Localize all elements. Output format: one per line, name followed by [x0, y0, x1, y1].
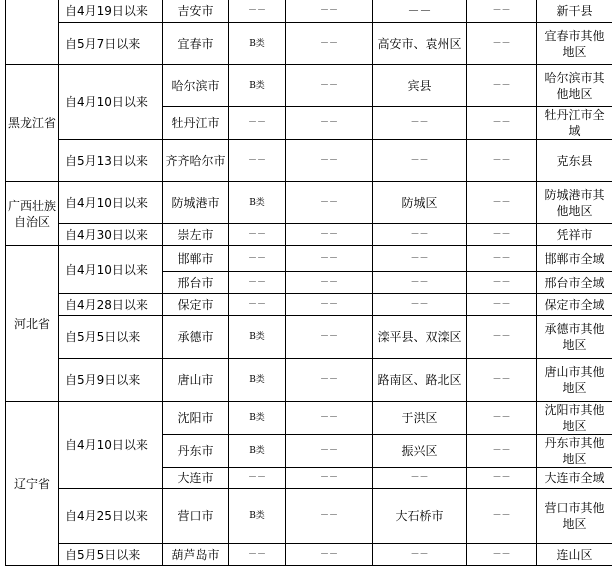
quarantine-region-table [5, 0, 612, 566]
class-cell: B类 [229, 402, 286, 435]
period-cell: 自5月5日以来 [59, 316, 163, 359]
data-cell: －－ [467, 246, 537, 272]
scope-cell: 牡丹江市全域 [537, 107, 612, 140]
data-cell: －－ [286, 65, 373, 107]
district-cell: －－ [373, 107, 467, 140]
scope-cell: 承德市其他地区 [537, 316, 612, 359]
table-row [6, 140, 612, 182]
district-cell: －－ [373, 0, 467, 23]
district-cell: 大石桥市 [373, 489, 467, 544]
district-cell: －－ [373, 544, 467, 566]
period-cell: 自4月10日以来 [59, 65, 163, 140]
scope-cell: 邯郸市全域 [537, 246, 612, 272]
data-cell: －－ [467, 65, 537, 107]
data-cell: －－ [286, 402, 373, 435]
table-body [6, 0, 612, 566]
data-cell: －－ [467, 0, 537, 23]
scope-cell: 防城港市其他地区 [537, 182, 612, 224]
class-cell: B类 [229, 435, 286, 468]
district-cell: 宾县 [373, 65, 467, 107]
city-cell: 宜春市 [163, 23, 229, 65]
table-row [6, 316, 612, 359]
period-cell: 自4月25日以来 [59, 489, 163, 544]
data-cell: －－ [286, 468, 373, 489]
district-cell: 于洪区 [373, 402, 467, 435]
province-cell: 广西壮族自治区 [6, 182, 59, 246]
data-cell: －－ [467, 468, 537, 489]
table-row [6, 294, 612, 316]
scope-cell: 新干县 [537, 0, 612, 23]
data-cell: －－ [467, 402, 537, 435]
data-cell: －－ [467, 272, 537, 294]
period-cell: 自5月7日以来 [59, 23, 163, 65]
data-cell: －－ [286, 294, 373, 316]
class-cell: －－ [229, 294, 286, 316]
district-cell: 振兴区 [373, 435, 467, 468]
period-cell: 自5月5日以来 [59, 544, 163, 566]
city-cell: 邯郸市 [163, 246, 229, 272]
city-cell: 沈阳市 [163, 402, 229, 435]
class-cell: －－ [229, 272, 286, 294]
district-cell: －－ [373, 468, 467, 489]
city-cell: 牡丹江市 [163, 107, 229, 140]
period-cell: 自4月10日以来 [59, 402, 163, 489]
district-cell: －－ [373, 246, 467, 272]
city-cell: 承德市 [163, 316, 229, 359]
district-cell: －－ [373, 224, 467, 246]
scope-cell: 克东县 [537, 140, 612, 182]
city-cell: 保定市 [163, 294, 229, 316]
province-cell: 辽宁省 [6, 402, 59, 566]
city-cell: 吉安市 [163, 0, 229, 23]
data-cell: －－ [286, 224, 373, 246]
class-cell: B类 [229, 23, 286, 65]
data-cell: －－ [286, 272, 373, 294]
city-cell: 丹东市 [163, 435, 229, 468]
scope-cell: 邢台市全域 [537, 272, 612, 294]
scope-cell: 保定市全域 [537, 294, 612, 316]
table-row [6, 544, 612, 566]
province-cell: 黑龙江省 [6, 65, 59, 182]
table-row [6, 489, 612, 544]
data-cell: －－ [286, 107, 373, 140]
scope-cell: 宜春市其他地区 [537, 23, 612, 65]
data-cell: －－ [286, 316, 373, 359]
data-cell: －－ [467, 489, 537, 544]
class-cell: B类 [229, 359, 286, 402]
data-cell: －－ [286, 0, 373, 23]
data-cell: －－ [467, 435, 537, 468]
city-cell: 大连市 [163, 468, 229, 489]
period-cell: 自4月30日以来 [59, 224, 163, 246]
scope-cell: 唐山市其他地区 [537, 359, 612, 402]
city-cell: 葫芦岛市 [163, 544, 229, 566]
district-cell: －－ [373, 140, 467, 182]
data-cell: －－ [467, 224, 537, 246]
district-cell: 防城区 [373, 182, 467, 224]
class-cell: B类 [229, 489, 286, 544]
city-cell: 崇左市 [163, 224, 229, 246]
period-cell: 自4月19日以来 [59, 0, 163, 23]
city-cell: 齐齐哈尔市 [163, 140, 229, 182]
period-cell: 自5月9日以来 [59, 359, 163, 402]
data-cell: －－ [286, 140, 373, 182]
city-cell: 营口市 [163, 489, 229, 544]
district-cell: 滦平县、双滦区 [373, 316, 467, 359]
class-cell: －－ [229, 140, 286, 182]
scope-cell: 丹东市其他地区 [537, 435, 612, 468]
table-row [6, 224, 612, 246]
data-cell: －－ [286, 359, 373, 402]
class-cell: －－ [229, 468, 286, 489]
district-cell: －－ [373, 294, 467, 316]
class-cell: －－ [229, 107, 286, 140]
scope-cell: 沈阳市其他地区 [537, 402, 612, 435]
city-cell: 邢台市 [163, 272, 229, 294]
period-cell: 自4月10日以来 [59, 246, 163, 294]
city-cell: 唐山市 [163, 359, 229, 402]
scope-cell: 哈尔滨市其他地区 [537, 65, 612, 107]
city-cell: 哈尔滨市 [163, 65, 229, 107]
period-cell: 自4月28日以来 [59, 294, 163, 316]
district-cell: 路南区、路北区 [373, 359, 467, 402]
period-cell: 自4月10日以来 [59, 182, 163, 224]
province-cell [6, 0, 59, 65]
data-cell: －－ [286, 435, 373, 468]
class-cell: －－ [229, 0, 286, 23]
data-cell: －－ [467, 359, 537, 402]
data-cell: －－ [286, 489, 373, 544]
class-cell: －－ [229, 544, 286, 566]
class-cell: B类 [229, 65, 286, 107]
city-cell: 防城港市 [163, 182, 229, 224]
table-row [6, 0, 612, 23]
table-row [6, 359, 612, 402]
province-cell: 河北省 [6, 246, 59, 402]
data-cell: －－ [467, 23, 537, 65]
data-cell: －－ [467, 294, 537, 316]
data-cell: －－ [286, 544, 373, 566]
table-row [6, 246, 612, 272]
district-cell: －－ [373, 272, 467, 294]
scope-cell: 大连市全域 [537, 468, 612, 489]
data-cell: －－ [286, 246, 373, 272]
class-cell: －－ [229, 224, 286, 246]
data-cell: －－ [286, 182, 373, 224]
data-cell: －－ [467, 140, 537, 182]
class-cell: B类 [229, 316, 286, 359]
table-row [6, 65, 612, 107]
data-cell: －－ [467, 316, 537, 359]
data-cell: －－ [467, 182, 537, 224]
scope-cell: 连山区 [537, 544, 612, 566]
data-cell: －－ [286, 23, 373, 65]
data-cell: －－ [467, 544, 537, 566]
class-cell: －－ [229, 246, 286, 272]
district-cell: 高安市、袁州区 [373, 23, 467, 65]
period-cell: 自5月13日以来 [59, 140, 163, 182]
data-cell: －－ [467, 107, 537, 140]
class-cell: B类 [229, 182, 286, 224]
table-row [6, 402, 612, 435]
table-row [6, 23, 612, 65]
scope-cell: 营口市其他地区 [537, 489, 612, 544]
scope-cell: 凭祥市 [537, 224, 612, 246]
table-row [6, 182, 612, 224]
